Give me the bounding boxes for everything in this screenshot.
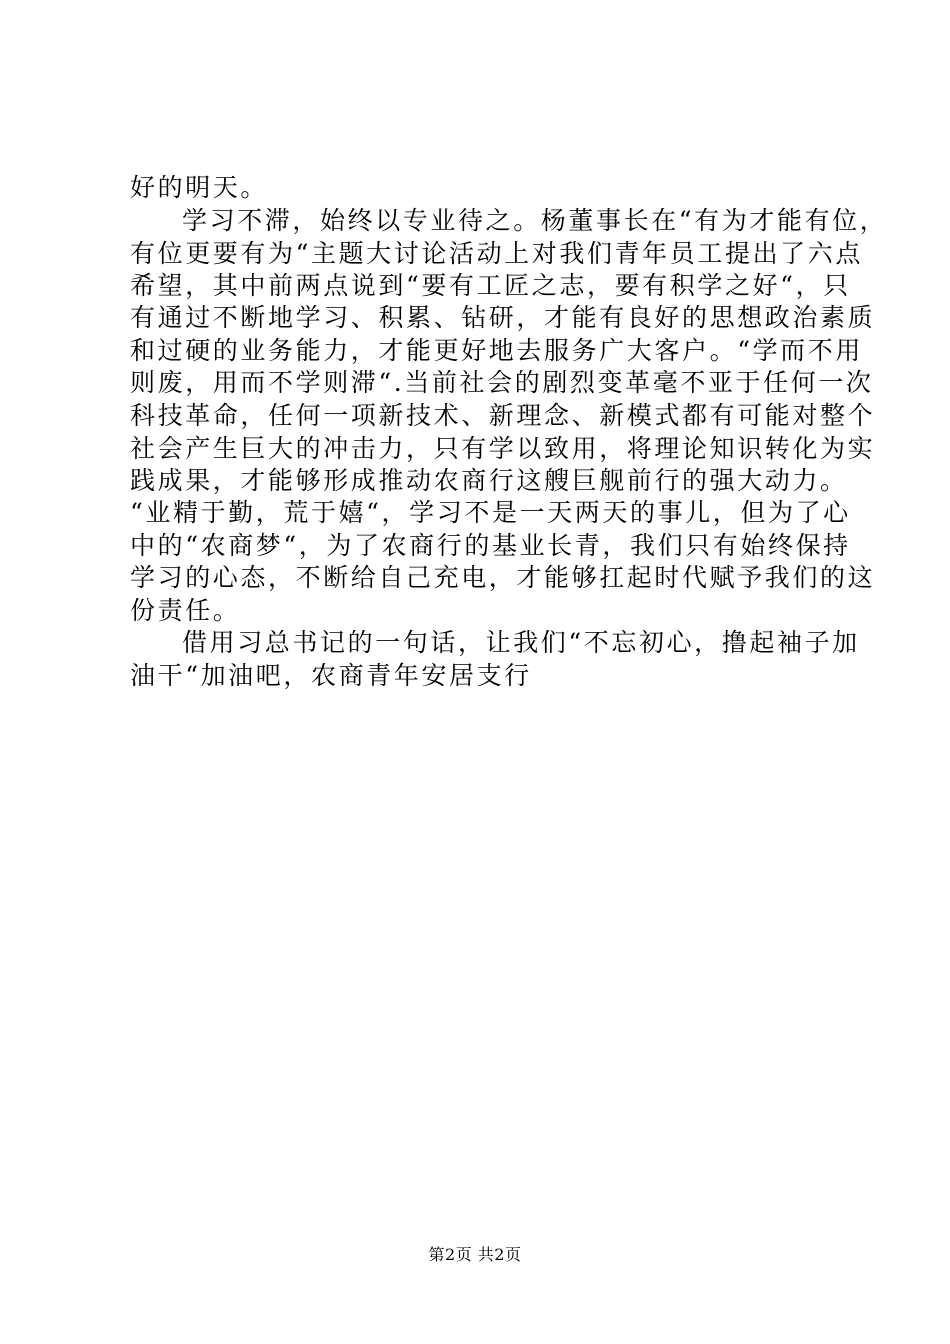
text-line: 份责任。 [130, 596, 241, 625]
text-line: 践成果，才能够形成推动农商行这艘巨舰前行的强大动力。 [130, 466, 848, 495]
page-number-footer: 第2页 共2页 [428, 1245, 522, 1264]
text-line: 科技革命，任何一项新技术、新理念、新模式都有可能对整个 [130, 401, 876, 430]
text-line: 学习的心态，不断给自己充电，才能够扛起时代赋予我们的这 [130, 563, 876, 592]
text-line: 借用习总书记的一句话，让我们“不忘初心，撸起袖子加 [182, 628, 860, 657]
text-line: 希望，其中前两点说到“要有工匠之志，要有积学之好“，只 [130, 271, 851, 300]
text-line: 中的“农商梦“，为了农商行的基业长青，我们只有始终保持 [130, 531, 851, 560]
text-line: 学习不滞，始终以专业待之。杨董事长在“有为才能有位， [182, 206, 888, 235]
text-line: 社会产生巨大的冲击力，只有学以致用，将理论知识转化为实 [130, 434, 876, 463]
text-line: 有位更要有为“主题大讨论活动上对我们青年员工提出了六点 [130, 239, 863, 268]
text-line: 和过硬的业务能力，才能更好地去服务广大客户。“学而不用 [130, 336, 863, 365]
text-line: 有通过不断地学习、积累、钻研，才能有良好的思想政治素质 [130, 303, 876, 332]
text-line: 则废，用而不学则滞“.当前社会的剧烈变革毫不亚于任何一次 [130, 368, 874, 397]
text-line: 油干“加油吧，农商青年安居支行 [130, 661, 532, 690]
text-line: 好的明天。 [130, 173, 269, 202]
text-line: “业精于勤，荒于嬉“，学习不是一天两天的事儿，但为了心 [130, 498, 851, 527]
